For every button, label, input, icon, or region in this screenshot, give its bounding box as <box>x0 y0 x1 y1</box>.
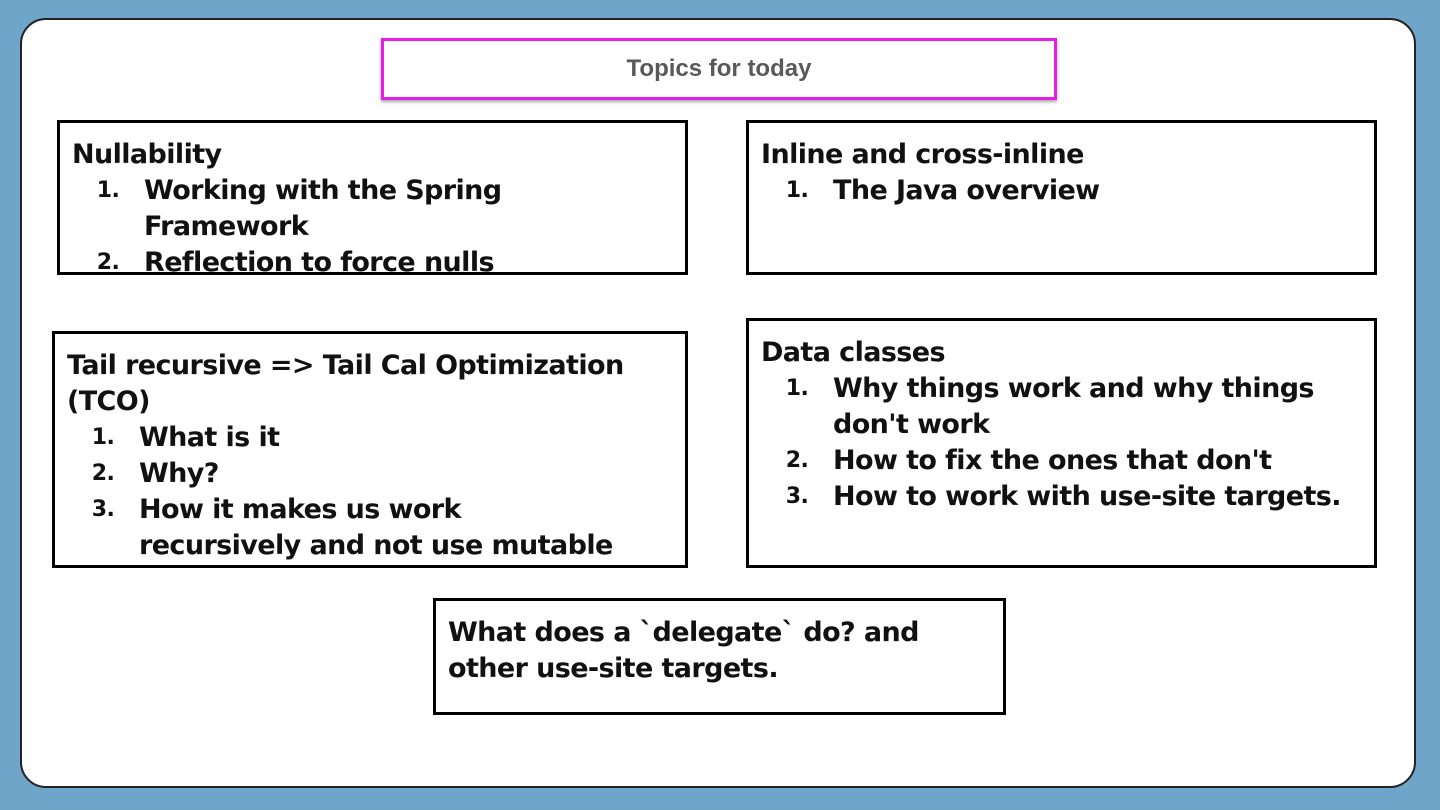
card-heading: Inline and cross-inline <box>761 139 1084 170</box>
list-item: 1. What is it <box>91 422 280 453</box>
slide-title: Topics for today <box>626 55 812 82</box>
card-nullability <box>57 120 688 278</box>
list-item: 1. Working with the Spring Framework <box>96 175 502 242</box>
topic-list <box>761 173 1362 209</box>
card-heading: Tail recursive => Tail Cal Optimization (TCO) <box>67 350 624 417</box>
list-item: 3. How to work with use-site targets. <box>785 481 1341 512</box>
title-box <box>381 38 1057 100</box>
list-item: 1. The Java overview <box>785 175 1100 206</box>
list-item: 2. Reflection to force nulls <box>96 247 494 278</box>
list-item: 2. Why? <box>91 458 219 489</box>
topic-list <box>761 371 1362 515</box>
topic-list <box>72 173 673 281</box>
list-item: 2. How to fix the ones that don't <box>785 445 1272 476</box>
list-item: 3. How it makes us work recursively and not use mutable <box>91 494 613 561</box>
card-heading: Nullability <box>72 139 222 170</box>
card-tail-recursive <box>52 331 688 568</box>
card-text: What does a `delegate` do? and other use-site targets. <box>448 617 919 684</box>
list-item: 1. Why things work and why things don't work <box>785 373 1314 440</box>
card-heading: Data classes <box>761 337 945 368</box>
topic-list <box>67 420 625 564</box>
card-delegate <box>433 598 1006 715</box>
card-inline <box>746 120 1377 275</box>
card-data-classes <box>746 318 1377 568</box>
